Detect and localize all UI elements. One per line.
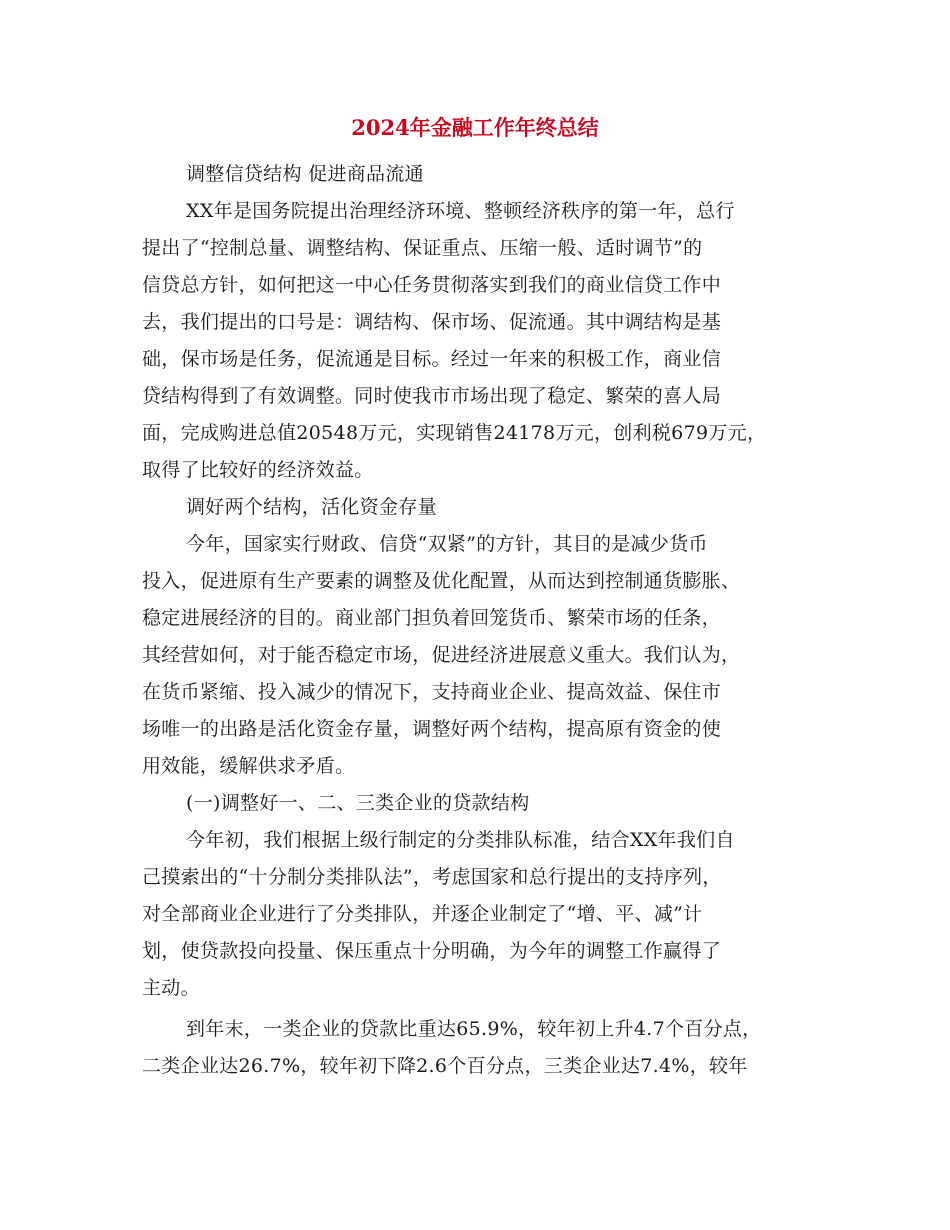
- paragraph-line: 提出了“控制总量、调整结构、保证重点、压缩一般、适时调节”的: [142, 237, 703, 259]
- paragraph-line: 贷结构得到了有效调整。同时使我市市场出现了稳定、繁荣的喜人局: [142, 385, 722, 407]
- document-title: 2024年金融工作年终总结: [351, 115, 599, 140]
- subsection-heading: (一)调整好一、二、三类企业的贷款结构: [186, 792, 530, 814]
- paragraph-line: 础，保市场是任务，促流通是目标。经过一年来的积极工作，商业信: [142, 348, 722, 370]
- paragraph-line: 场唯一的出路是活化资金存量，调整好两个结构，提高原有资金的使: [142, 718, 722, 740]
- paragraph-line: 对全部商业企业进行了分类排队，并逐企业制定了“增、平、减”计: [142, 903, 703, 925]
- paragraph-line: 其经营如何，对于能否稳定市场，促进经济进展意义重大。我们认为，: [142, 644, 741, 666]
- paragraph-line: 划，使贷款投向投量、保压重点十分明确，为今年的调整工作赢得了: [142, 940, 722, 962]
- paragraph-line: 信贷总方针，如何把这一中心任务贯彻落实到我们的商业信贷工作中: [142, 274, 722, 296]
- paragraph-line: 用效能，缓解供求矛盾。: [142, 755, 355, 777]
- paragraph-line: 到年末，一类企业的贷款比重达65.9%，较年初上升4.7个百分点，: [186, 1018, 762, 1040]
- paragraph-line: 今年初，我们根据上级行制定的分类排队标准，结合XX年我们自: [186, 829, 735, 851]
- paragraph-line: 在货币紧缩、投入减少的情况下，支持商业企业、提高效益、保住市: [142, 681, 722, 703]
- paragraph-line: 投入，促进原有生产要素的调整及优化配置，从而达到控制通货膨胀、: [142, 570, 741, 592]
- paragraph-line: 去，我们提出的口号是：调结构、保市场、促流通。其中调结构是基: [142, 311, 722, 333]
- paragraph-line: 今年，国家实行财政、信贷“双紧”的方针，其目的是减少货币: [186, 533, 708, 555]
- paragraph-line: 己摸索出的“十分制分类排队法”，考虑国家和总行提出的支持序列，: [142, 866, 722, 888]
- paragraph-line: 稳定进展经济的目的。商业部门担负着回笼货币、繁荣市场的任条，: [142, 607, 722, 629]
- paragraph-line: 主动。: [142, 977, 200, 999]
- section-heading: 调好两个结构，活化资金存量: [186, 496, 437, 518]
- paragraph-line: 二类企业达26.7%，较年初下降2.6个百分点，三类企业达7.4%，较年: [142, 1055, 748, 1077]
- paragraph-line: 面，完成购进总值20548万元，实现销售24178万元，创利税679万元，: [142, 422, 767, 444]
- paragraph-line: XX年是国务院提出治理经济环境、整顿经济秩序的第一年，总行: [186, 200, 735, 222]
- section-heading: 调整信贷结构 促进商品流通: [186, 163, 424, 185]
- paragraph-line: 取得了比较好的经济效益。: [142, 459, 374, 481]
